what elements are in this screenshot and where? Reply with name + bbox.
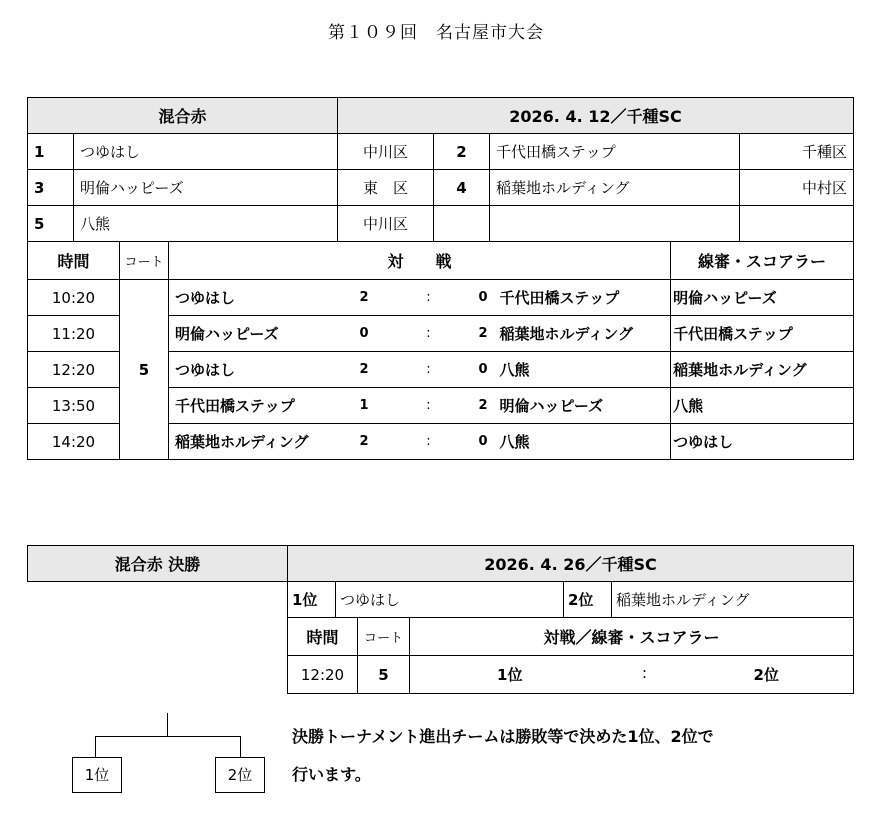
final-team-b: 2位 <box>753 666 779 684</box>
second-place-label: 2位 <box>564 582 612 618</box>
final-sep: : <box>641 664 647 682</box>
score-sep: : <box>404 424 454 460</box>
match-time: 12:20 <box>28 352 120 388</box>
score-b: 0 <box>454 280 494 316</box>
score-b: 0 <box>454 352 494 388</box>
team-b: 八熊 <box>494 352 671 388</box>
final-header-table <box>27 545 854 582</box>
final-header-match: 対戦／線審・スコアラー <box>410 618 854 656</box>
referee: つゆはし <box>671 424 854 460</box>
team-ward: 東 区 <box>338 170 434 206</box>
team-name: つゆはし <box>74 134 338 170</box>
score-sep: : <box>404 316 454 352</box>
final-teams-table <box>287 581 854 618</box>
final-team-a: 1位 <box>497 666 523 684</box>
match-time: 13:50 <box>28 388 120 424</box>
score-sep: : <box>404 280 454 316</box>
page-title: 第１０９回 名古屋市大会 <box>328 23 544 43</box>
final-court: 5 <box>358 656 410 694</box>
team-a: 明倫ハッピーズ <box>169 316 354 352</box>
header-referee: 線審・スコアラー <box>671 242 854 280</box>
team-b: 明倫ハッピーズ <box>494 388 671 424</box>
league-name: 混合赤 <box>28 98 338 134</box>
bracket-second-box: 2位 <box>215 757 265 793</box>
team-no: 5 <box>28 206 74 242</box>
match-court: 5 <box>120 280 169 460</box>
note-line: 決勝トーナメント進出チームは勝敗等で決めた1位、2位で <box>292 727 714 746</box>
team-b: 八熊 <box>494 424 671 460</box>
final-name: 混合赤 決勝 <box>28 546 288 582</box>
table-row <box>28 280 854 316</box>
referee: 稲葉地ホルディング <box>671 352 854 388</box>
second-place-team: 稲葉地ホルディング <box>612 582 854 618</box>
header-court: コート <box>120 242 169 280</box>
team-a: つゆはし <box>169 352 354 388</box>
team-name: 千代田橋ステップ <box>490 134 740 170</box>
final-date-venue: 2026. 4. 26／千種SC <box>288 546 854 582</box>
team-b: 稲葉地ホルディング <box>494 316 671 352</box>
team-b: 千代田橋ステップ <box>494 280 671 316</box>
first-place-label: 1位 <box>288 582 336 618</box>
first-place-team: つゆはし <box>336 582 564 618</box>
final-time: 12:20 <box>288 656 358 694</box>
team-a: つゆはし <box>169 280 354 316</box>
header-match: 対 戦 <box>169 242 671 280</box>
referee: 明倫ハッピーズ <box>671 280 854 316</box>
score-a: 2 <box>354 280 404 316</box>
score-sep: : <box>404 388 454 424</box>
score-b: 2 <box>454 316 494 352</box>
score-a: 1 <box>354 388 404 424</box>
match-time: 11:20 <box>28 316 120 352</box>
empty-cell <box>740 206 854 242</box>
bracket-first-box: 1位 <box>72 757 122 793</box>
team-ward: 中村区 <box>740 170 854 206</box>
match-time: 14:20 <box>28 424 120 460</box>
empty-cell <box>434 206 490 242</box>
final-match <box>410 656 854 694</box>
team-ward: 千種区 <box>740 134 854 170</box>
team-ward: 中川区 <box>338 206 434 242</box>
score-a: 2 <box>354 424 404 460</box>
team-no: 1 <box>28 134 74 170</box>
team-no: 2 <box>434 134 490 170</box>
referee: 千代田橋ステップ <box>671 316 854 352</box>
team-ward: 中川区 <box>338 134 434 170</box>
score-a: 0 <box>354 316 404 352</box>
team-no: 4 <box>434 170 490 206</box>
final-schedule-table <box>287 617 854 694</box>
league-date-venue: 2026. 4. 12／千種SC <box>338 98 854 134</box>
team-name: 明倫ハッピーズ <box>74 170 338 206</box>
header-time: 時間 <box>28 242 120 280</box>
team-no: 3 <box>28 170 74 206</box>
bracket-bar <box>95 736 241 758</box>
score-b: 0 <box>454 424 494 460</box>
league-teams-table <box>27 97 854 242</box>
final-header-court: コート <box>358 618 410 656</box>
team-name: 稲葉地ホルディング <box>490 170 740 206</box>
team-a: 稲葉地ホルディング <box>169 424 354 460</box>
tournament-note <box>292 718 852 794</box>
bracket-stem <box>167 713 168 736</box>
referee: 八熊 <box>671 388 854 424</box>
league-schedule-table <box>27 241 854 460</box>
team-name: 八熊 <box>74 206 338 242</box>
team-a: 千代田橋ステップ <box>169 388 354 424</box>
note-line: 行います。 <box>292 765 371 784</box>
score-b: 2 <box>454 388 494 424</box>
empty-cell <box>490 206 740 242</box>
score-a: 2 <box>354 352 404 388</box>
match-time: 10:20 <box>28 280 120 316</box>
final-header-time: 時間 <box>288 618 358 656</box>
score-sep: : <box>404 352 454 388</box>
